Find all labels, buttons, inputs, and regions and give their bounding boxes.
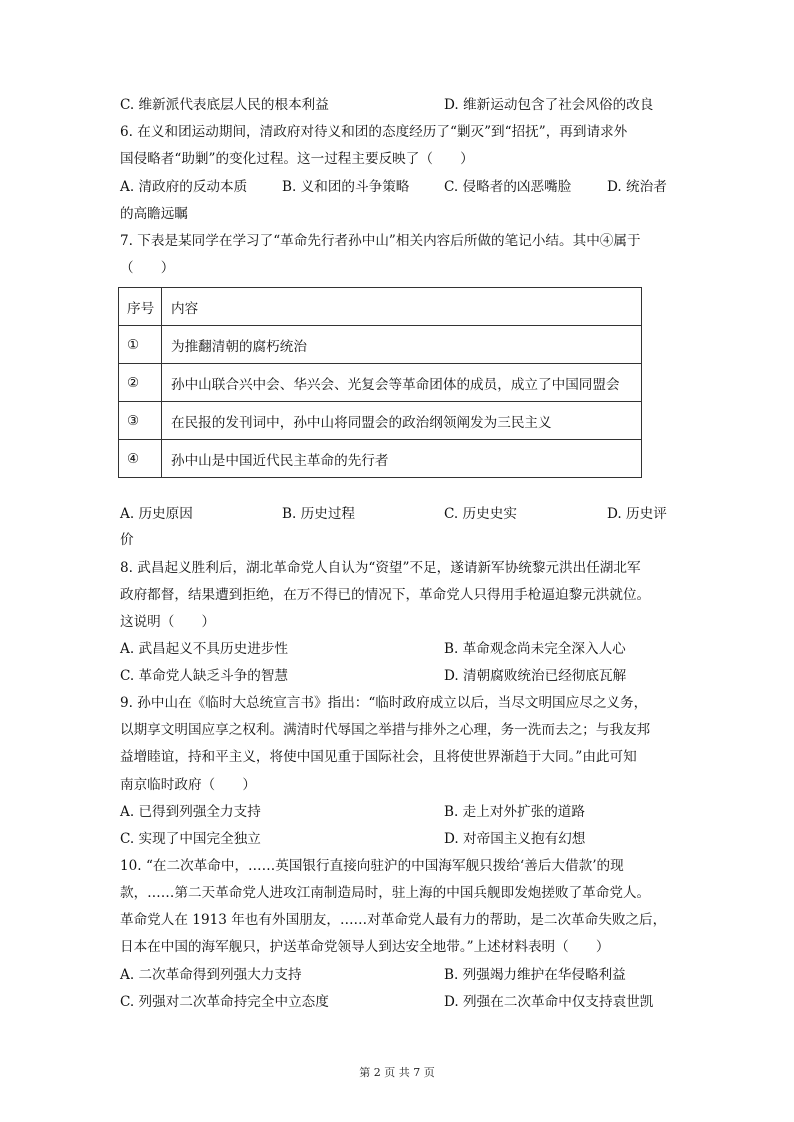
q9-option-c: C. 实现了中国完全独立 (120, 831, 261, 847)
q10-stem-line4: 日本在中国的海军舰只，护送革命党领导人到达安全地带。”上述材料表明（ ） (120, 939, 610, 955)
q9-option-d: D. 对帝国主义抱有幻想 (444, 831, 586, 847)
q5-option-c: C. 维新派代表底层人民的根本利益 (120, 97, 329, 113)
q9-stem-line3: 益增睦谊，持和平主义，将使中国见重于国际社会，且将使世界渐趋于大同。”由此可知 (120, 749, 637, 765)
q7-option-b: B. 历史过程 (282, 506, 356, 522)
q9-option-b: B. 走上对外扩张的道路 (444, 804, 585, 820)
q9-stem-line2: 以期享文明国应享之权利。满清时代辱国之举措与排外之心理，务一洗而去之；与我友邦 (120, 722, 651, 738)
q8-option-a: A. 武昌起义不具历史进步性 (120, 641, 288, 657)
q8-stem-line2: 政府都督，结果遭到拒绝，在万不得已的情况下，革命党人只得用手枪逼迫黎元洪就位。 (120, 587, 651, 603)
q8-stem-line1: 8. 武昌起义胜利后，湖北革命党人自认为“资望”不足，遂请新军协统黎元洪出任湖北军 (120, 560, 641, 576)
table-row (119, 440, 642, 478)
q8-option-d: D. 清朝腐败统治已经彻底瓦解 (444, 668, 627, 684)
q10-stem-line3: 革命党人在 1913 年也有外国朋友，……对革命党人最有力的帮助，是二次革命失败之后， (120, 912, 667, 928)
q8-option-b: B. 革命观念尚未完全深入人心 (444, 641, 626, 657)
q6-option-d: D. 统治者 (607, 179, 667, 195)
q10-stem-line1: 10. “在二次革命中，……英国银行直接向驻沪的中国海军舰只拨给‘善后大借款’的现 (120, 858, 624, 874)
table-row (119, 402, 642, 440)
q5-option-d: D. 维新运动包含了社会风俗的改良 (444, 97, 654, 113)
q8-stem-line3: 这说明（ ） (120, 614, 216, 630)
table-header-index: 序号 (119, 288, 162, 326)
q6-option-a: A. 清政府的反动本质 (120, 179, 248, 195)
q9-stem-line1: 9. 孙中山在《临时大总统宣言书》指出：“临时政府成立以后，当尽文明国应尽之义务， (120, 695, 648, 711)
table-cell-index: ③ (119, 402, 162, 440)
table-cell-index: ② (119, 364, 162, 402)
q7-option-d-continued: 价 (120, 532, 134, 548)
q7-notes-table (118, 287, 642, 478)
q10-option-d: D. 列强在二次革命中仅支持袁世凯 (444, 994, 654, 1010)
q6-stem-line1: 6. 在义和团运动期间，清政府对待义和团的态度经历了“剿灭”到“招抚”，再到请求外 (120, 124, 628, 140)
table-cell-content: 孙中山是中国近代民主革命的先行者 (162, 440, 642, 478)
q6-option-c: C. 侵略者的凶恶嘴脸 (444, 179, 572, 195)
table-cell-content: 为推翻清朝的腐朽统治 (162, 326, 642, 364)
q6-stem-line2: 国侵略者“助剿”的变化过程。这一过程主要反映了（ ） (120, 151, 474, 167)
table-cell-index: ④ (119, 440, 162, 478)
q6-option-b: B. 义和团的斗争策略 (282, 179, 410, 195)
q9-stem-line4: 南京临时政府（ ） (120, 777, 256, 793)
q7-option-d: D. 历史评 (607, 506, 667, 522)
q7-stem-line2: （ ） (120, 260, 175, 276)
table-cell-content: 孙中山联合兴中会、华兴会、光复会等革命团体的成员，成立了中国同盟会 (162, 364, 642, 402)
q10-stem-line2: 款，……第二天革命党人进攻江南制造局时，驻上海的中国兵舰即发炮搓败了革命党人。 (120, 885, 651, 901)
q9-option-a: A. 已得到列强全力支持 (120, 804, 261, 820)
page-footer: 第 2 页 共 7 页 (359, 1066, 435, 1079)
table-header-content: 内容 (162, 288, 642, 326)
q10-option-c: C. 列强对二次革命持完全中立态度 (120, 994, 329, 1010)
q7-stem-line1: 7. 下表是某同学在学习了“革命先行者孙中山”相关内容后所做的笔记小结。其中④属于 (120, 233, 641, 249)
q8-option-c: C. 革命党人缺乏斗争的智慧 (120, 668, 289, 684)
q7-option-c: C. 历史史实 (444, 506, 517, 522)
q10-option-b: B. 列强竭力维护在华侵略利益 (444, 967, 626, 983)
q7-option-a: A. 历史原因 (120, 506, 193, 522)
table-header-row (119, 288, 642, 326)
table-row (119, 364, 642, 402)
q6-option-d-continued: 的高瞻远瞩 (120, 206, 188, 222)
table-cell-index: ① (119, 326, 162, 364)
q10-option-a: A. 二次革命得到列强大力支持 (120, 967, 302, 983)
table-row (119, 326, 642, 364)
table-cell-content: 在民报的发刊词中，孙中山将同盟会的政治纲领阐发为三民主义 (162, 402, 642, 440)
